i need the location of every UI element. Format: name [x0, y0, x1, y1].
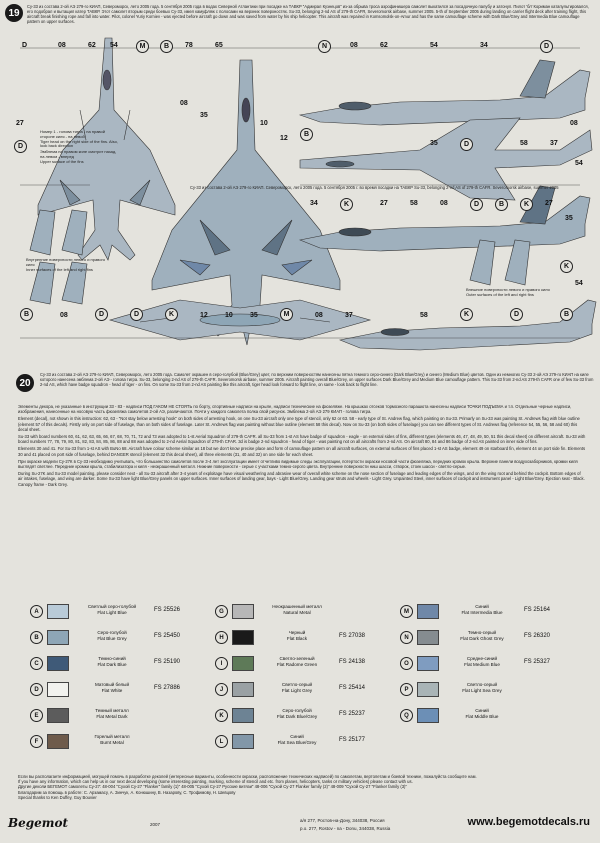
decal-label: 08: [570, 120, 578, 127]
legend-letter: M: [400, 605, 413, 618]
decal-label: 08: [180, 100, 188, 107]
color-marker: K: [340, 198, 353, 211]
legend-letter: L: [215, 735, 228, 748]
legend-swatch: [417, 604, 439, 619]
legend-en: Flat Dark Blue/Grey: [276, 714, 318, 719]
color-marker: D: [95, 308, 108, 321]
legend-letter: I: [215, 657, 228, 670]
decal-label: 35: [430, 140, 438, 147]
legend-code: FS 25526: [154, 607, 181, 613]
callout-3-ru: Внутренние поверхности левого и правого киля: [26, 257, 106, 267]
decal-label: 27: [380, 200, 388, 207]
legend-ru: Горелый металл: [94, 734, 130, 739]
legend-code: FS 25414: [339, 685, 366, 691]
decal-label: 62: [380, 42, 388, 49]
legend-en: Flat Light Sea Grey: [462, 688, 502, 693]
decal-label: 34: [310, 200, 318, 207]
decal-label: 10: [260, 120, 268, 127]
legend-letter: D: [30, 683, 43, 696]
legend-ru: Серо-голубой: [97, 630, 127, 635]
section-19-note-ru: Су-33 из состава 2-ой АЭ 279-го КИАП. Североморск, лето 2005 года. 5 сентября 2005 г. во время посадки на ТАВКР: [190, 185, 413, 190]
legend-en: Flat Light Grey: [281, 688, 313, 693]
legend-item: [30, 656, 208, 669]
legend-code: FS 25190: [154, 659, 181, 665]
color-marker: D: [130, 308, 143, 321]
footer-info: [18, 774, 586, 810]
decal-label: 08: [350, 42, 358, 49]
decal-label: 08: [60, 312, 68, 319]
footer-info-en: If you have any information, which can help us in our next decal developing (some interesting painting, marking, scheme of stencil and etc. from planes, helicopters, tanks or military vehicles) please contact with us.: [18, 779, 413, 785]
legend-code: FS 27038: [339, 633, 366, 639]
legend-letter: B: [30, 631, 43, 644]
legend-item: [400, 656, 578, 669]
decal-label: 62: [88, 42, 96, 49]
decal-label: 54: [575, 280, 583, 287]
decal-label: 12: [200, 312, 208, 319]
legend-letter: J: [215, 683, 228, 696]
legend-en: Flat Light Blue: [97, 610, 127, 615]
decal-label: 08: [315, 312, 323, 319]
footer-year: 2007: [150, 822, 161, 827]
section-19-note-en: Su-33, belonging 2-nd AS of 279-th CAFR. Severomorsk airbase, summer 2005: [414, 185, 559, 190]
footer-other-ru: Другие деколи БЕГЕМОТ самолеты Су-27: 48-004 "Сухой Су-27 "Flanker" family (1)" 48-005 "Сухой Су-27 Русские витязи" 48-006 "Сухой Су-27 Flanker family (2)" 48-009 "Сухой Су-27 "Flanker family (3)": [18, 784, 407, 790]
color-marker: D: [14, 140, 27, 153]
legend-swatch: [232, 656, 254, 671]
callout-1-en: Tiger head on the right side of the fins. Also, look back direction: [40, 138, 118, 149]
decal-label: 27: [545, 200, 553, 207]
color-marker: B: [560, 308, 573, 321]
legend-item: [30, 708, 208, 721]
legend-en: Flat Dark Blue: [97, 662, 127, 667]
callout-1-ru: Номер 1 - голова тигра - на правой стороне киля - на левой: [40, 129, 105, 139]
callout-2-ru: Эмблема на правом киле смотрит назад, на левом - вперед: [40, 149, 117, 159]
legend-swatch: [232, 734, 254, 749]
legend-item: [400, 682, 578, 695]
decal-label: 78: [185, 42, 193, 49]
color-marker: K: [520, 198, 533, 211]
color-marker: B: [20, 308, 33, 321]
legend-code: FS 25327: [524, 659, 551, 665]
notes-p5-en: During Su-27K and Su-33 model painting, please consider next - all Su-33 aircraft after 3-4 years of exploitage have visual weathering and abrasive wear of overall white scheme on the nose section of fuselage and leading edges of the wings, and on the wing root and behind the cockpit. Bottom edges of air intakes, fuselage, and wing are darker. Some Su-33 have light Blue/Grey panels on upper surfaces. Inner surfaces of landing gear, bays - Light Blue/Grey. Landing gear struts and wheels - Light Grey. Unpainted Steel, inner surfaces of cockpit and instrument panel - Light Blue/Grey. Ejection seat - Black. Canopy frame - Dark Grey.: [18, 471, 585, 487]
legend-ru: Темно-синий: [98, 656, 126, 661]
decal-label: 27: [16, 120, 24, 127]
legend-item: [215, 630, 393, 643]
notes-p1-ru: Элементы декора, не указанные в инструкции 33 - 83 - надписи ПОД ГАКОМ НЕ СТОЯТЬ по борту, спортивные надписи на крыле, надписи технические на фюзеляже. На крышках отсеков тормозного парашюта нанесены надписи ТОЧКИ ПОДЪЕМА и т.п. Отдельные черные надписи, изображения, нанесенные на носовую часть фюзеляжа самолетов 2-ой АЭ, различаются. Почти у каждого самолета полка свой рисунок. Эмблема 2-ой АЭ 279 КИАП - голова тигра.: [18, 404, 572, 415]
legend-en: Natural Metal: [283, 610, 311, 615]
legend-letter: G: [215, 605, 228, 618]
section-19-text: [27, 4, 592, 34]
legend-swatch: [47, 682, 69, 697]
legend-letter: N: [400, 631, 413, 644]
decal-label: 58: [520, 140, 528, 147]
footer-credits-en: Special thanks to Ken Duffey, Guy Bouvier: [18, 794, 97, 800]
legend-swatch: [232, 630, 254, 645]
legend-ru: Синий: [475, 708, 489, 713]
section-19-note: [190, 185, 580, 197]
legend-code: FS 26320: [524, 633, 551, 639]
legend-item: [400, 708, 578, 721]
color-marker: M: [280, 308, 293, 321]
legend-swatch: [232, 682, 254, 697]
notes-p1-en: Element (decal), not shown in this instruction: 62, 63 - "Not stay below arresting hook" on both sides of arresting hook, on one Su-33 aircraft only one type of stencil, only 62 or 63. 58 - early type of St. Andrew flag, which painting on Su-33. Primarly on Su-33 was painting St. Andrews flag with blue outline (element 57 of this decals). Firstly only on port side of fuselage, than on both sides of fuselage. Later St. Andrews flag was painting without blue outline (element 58 this decal). Now on Su-33 (on both sides of fuselage) you can see different types of St. Andrews flag (reference 54, 55, 56, 58 and 60) this decal sheet.: [18, 416, 580, 432]
legend-code: FS 24138: [339, 659, 366, 665]
legend-swatch: [417, 656, 439, 671]
decal-label: 37: [345, 312, 353, 319]
legend-ru: Светло-серый: [281, 682, 313, 687]
legend-ru: Неокрашенный металл: [272, 604, 322, 609]
color-marker: D: [460, 138, 473, 151]
legend-letter: A: [30, 605, 43, 618]
legend-item: [215, 604, 393, 617]
legend-en: Burnt Metal: [100, 740, 124, 745]
color-marker: D: [470, 198, 483, 211]
legend-code: FS 25450: [154, 633, 181, 639]
decal-label: 08: [58, 42, 66, 49]
footer-address-en: p.o. 277, Rostov - na - Donu, 344038, Russia: [300, 826, 391, 831]
legend-en: Flat Blue Grey: [97, 636, 127, 641]
decal-label: 65: [215, 42, 223, 49]
legend-ru: Светлый серо-голубой: [87, 604, 137, 609]
legend-letter: Q: [400, 709, 413, 722]
notes-p3-en: Elements 30 and 41. For Su-33 from 1-st AS with BuNo 68. Aircraft have colour scheme similar as 18 but we don't know precise place and form of camouflage pattern on all aircraft surfaces, on external surfaces of fins placed 1-st AS badge, element 49 on starboard fin, element 44 on port side fin. Elements 30 and 41 placed on port side of fuselage, behind DANGER stencil (element 32 this decal sheet), all three elements (31, 40 and 32) on one side for each sheet.: [18, 446, 586, 457]
decal-label: 37: [550, 140, 558, 147]
legend-ru: Синий: [290, 734, 304, 739]
legend-en: Flat Medium Blue: [464, 662, 500, 667]
color-marker: D: [540, 40, 553, 53]
legend-en: Flat White: [101, 688, 123, 693]
color-legend: [30, 604, 570, 768]
section-20-en: Su-33, belonging 2-nd AS of 279-th CAFR. Severomorsk airbase, summer 2005. Aircraft painting overall Blue/Grey, on upper surfaces Dark Blue/Grey and Medium Blue camouflage pattern. This Su-33 from 2-nd AS 279-th CAFR one of few Su-33 from 2-nd AS, which have badge squadron - head of tiger - on fins. On some Su-33 from 2-nd AS painting like this aircraft, tiger head look forward to flight line, on same - look back to flight line.: [40, 377, 594, 387]
section-19-en: Su-33, belonging 2-nd AS of 279-th CAFR, Severomorsk airbase, summer 2005. 5-th of September 2005 during landing on carrier flight deck after training flight, this aircraft break finishing rope and fall into water. Pilot, colonel Yuriy Korniev - was ejected before aircraft go down and was saved from water by his ship helicopter. This aircraft was repaired in Komsomolsk-on-Amur and has the same camouflage scheme with Dark Blue/Grey and Intermedia Blue camouflage pattern on upper surfaces.: [27, 9, 587, 24]
callout-4-ru: Внешние поверхности левого и правого киля: [466, 287, 550, 292]
footer-info-ru: Если вы располагаете информацией, могущей помочь в разработке деколей (интересные варианты, особенности окраски, расположение технических надписей) по самолетам, вертолетам и боевой технике, пожалуйста сообщите нам.: [18, 774, 477, 779]
legend-letter: F: [30, 735, 43, 748]
legend-item: [30, 682, 208, 695]
decal-label: 35: [565, 215, 573, 222]
callout-2-en: Upper surface of the fins: [40, 158, 84, 164]
color-marker: B: [160, 40, 173, 53]
legend-swatch: [47, 708, 69, 723]
color-marker: D: [510, 308, 523, 321]
legend-letter: E: [30, 709, 43, 722]
legend-ru: Матовый белый: [94, 682, 130, 687]
legend-swatch: [47, 604, 69, 619]
callout-3-en: Inner surfaces of the left and right fins: [26, 266, 93, 272]
legend-item: [215, 708, 393, 721]
legend-item: [30, 630, 208, 643]
legend-ru: Темный металл: [95, 708, 129, 713]
legend-item: [400, 604, 578, 617]
legend-code: FS 25177: [339, 737, 366, 743]
aircraft-19-side-right: [300, 60, 590, 125]
legend-code: FS 25237: [339, 711, 366, 717]
section-20-badge: 20: [16, 374, 34, 392]
legend-letter: K: [215, 709, 228, 722]
legend-swatch: [417, 682, 439, 697]
legend-swatch: [47, 630, 69, 645]
legend-en: Flat Black: [286, 636, 308, 641]
legend-code: FS 27886: [154, 685, 181, 691]
decal-label: 10: [225, 312, 233, 319]
section-19-badge: 19: [5, 4, 23, 22]
legend-swatch: [232, 604, 254, 619]
legend-letter: O: [400, 657, 413, 670]
legend-ru: Серо-голубой: [282, 708, 312, 713]
callout-1: [40, 130, 120, 149]
legend-swatch: [47, 734, 69, 749]
decal-label: D: [22, 42, 28, 49]
legend-en: Flat Radome Green: [276, 662, 318, 667]
legend-ru: Черный: [288, 630, 306, 635]
section-20-text: [40, 372, 595, 396]
legend-code: FS 25164: [524, 607, 551, 613]
section-20-ru: Су-33 из состава 2-ой АЭ 279-го КИАП, Североморск, лето 2005 года. Самолет окрашен в серо-голубой (Blue/Grey) цвет, по верхним поверхностям нанесены пятна темного серо-синего (Dark Blue/Grey) и синего (Medium Blue) цветов. Один из немногих Су-33 2-ой АЭ 279-го КИАП на киле которого нанесена эмблема 2-ой АЭ - голова тигра.: [40, 372, 589, 382]
footer-address: а/я 277, Ростов-на-Дону, 344038, Россия: [300, 818, 385, 823]
decal-label: 58: [410, 200, 418, 207]
decal-label: 35: [200, 112, 208, 119]
callout-3: [26, 258, 106, 272]
legend-item: [215, 656, 393, 669]
legend-ru: Светло-зеленый: [279, 656, 315, 661]
notes-p4-ru: При окраске модели Су-27К в Су-33 необходимо учитывать, что большинство самолетов после 3-4 лет эксплуатации имеет отчетливо видимые следы эксплуатации, потертости окраски носовой части фюзеляжа, передних кромок крыла. Верхние панели воздухозаборников, кромки киля выглядят светлее. Передние кромки крыла, стабилизатора и киля - неокрашенный металл. Нижние поверхности - серые с участками темно-серого цвета. Внутренние поверхности ниш шасси, створок, стоек шасси - светло-серые.: [18, 458, 578, 470]
callout-4: [466, 288, 556, 298]
legend-en: Flat Sea Blue/Grey: [277, 740, 317, 745]
legend-item: [215, 682, 393, 695]
footer-url[interactable]: www.begemotdecals.ru: [467, 816, 590, 828]
legend-letter: P: [400, 683, 413, 696]
legend-en: Flat Middle Blue: [465, 714, 499, 719]
decal-label: 58: [420, 312, 428, 319]
legend-en: Flat Intermedia Blue: [461, 610, 503, 615]
legend-item: [215, 734, 393, 747]
legend-en: Flat Metal Dark: [96, 714, 128, 719]
legend-swatch: [232, 708, 254, 723]
notes-block: [18, 404, 586, 596]
begemot-logo: Begemot: [8, 816, 69, 830]
legend-ru: Средне-синий: [466, 656, 498, 661]
callout-4-en: Outer surfaces of the left and right fins: [466, 291, 534, 297]
legend-swatch: [47, 656, 69, 671]
footer-credits: Благодарим за помощь в работе: С. Арзамасу, А. Зинчук, А. Конюшину, В. Назарову, С. Трофимову, Н. Шевцову: [18, 789, 236, 795]
legend-swatch: [417, 630, 439, 645]
decal-label: 54: [575, 160, 583, 167]
color-marker: B: [300, 128, 313, 141]
decal-label: 08: [440, 200, 448, 207]
color-marker: M: [136, 40, 149, 53]
section-19-ru: Су-33 из состава 2-ой АЭ 279-го КИАП, Североморск, лето 2005 года. 5 сентября 2005 года в водах Северной Атлантики при посадке на ТАВКР "Адмирал Кузнецов" из-за обрыва троса аэрофинишера самолет выкатился за посадочную палубу и затонул. Пилот 'бл' Кориман катапультировался, его подобрал и вытащил катер ТАВКР. Этот самолет вторым среди боевых Су-33, имел камуфляж с полосами на верхних поверхностях.: [27, 4, 589, 14]
legend-item: [400, 630, 578, 643]
color-marker: K: [560, 260, 573, 273]
color-marker: K: [460, 308, 473, 321]
color-marker: B: [495, 198, 508, 211]
legend-swatch: [417, 708, 439, 723]
notes-p2-en: Su-33 with board numbers 60, 61, 62, 63, 65, 66, 67, 68, 70, 71, 72 and 73 was adopted to 1-st Aerial Squadron of 279-th CAFR. all Su-33 from 1-st AS have badge of squadron - eagle - on external sides of fins, different types (elements 46, 47, 48, 49, 50, 51 this decal sheet) on different aircraft. Su-33 with board numbers 77, 78, 79, 80, 81, 82, 83, 84, 85, 86, 88 and 88 was adopted to 2-nd Aerial Squadron of 279-th CFAR. 3d is badge 2-nd squadron - head of tiger - was painting not on all aircrafts from 2-nd AS. On aircraft 80, 84 and 86 badge of 2-nd AS painted on inner side of fins.: [18, 434, 586, 445]
callout-2: [40, 150, 120, 164]
decal-label: 54: [430, 42, 438, 49]
legend-letter: H: [215, 631, 228, 644]
decal-label: 35: [250, 312, 258, 319]
legend-ru: Темно-серый: [467, 630, 497, 635]
fin-views-right: [470, 240, 530, 285]
color-marker: N: [318, 40, 331, 53]
color-marker: K: [165, 308, 178, 321]
legend-ru: Светло-серый: [466, 682, 498, 687]
legend-ru: Синий: [475, 604, 489, 609]
legend-letter: C: [30, 657, 43, 670]
decal-label: 54: [110, 42, 118, 49]
legend-en: Flat Dark Ghost Grey: [460, 636, 504, 641]
decal-label: 34: [480, 42, 488, 49]
legend-item: [30, 604, 208, 617]
decal-label: 12: [280, 135, 288, 142]
legend-item: [30, 734, 208, 747]
